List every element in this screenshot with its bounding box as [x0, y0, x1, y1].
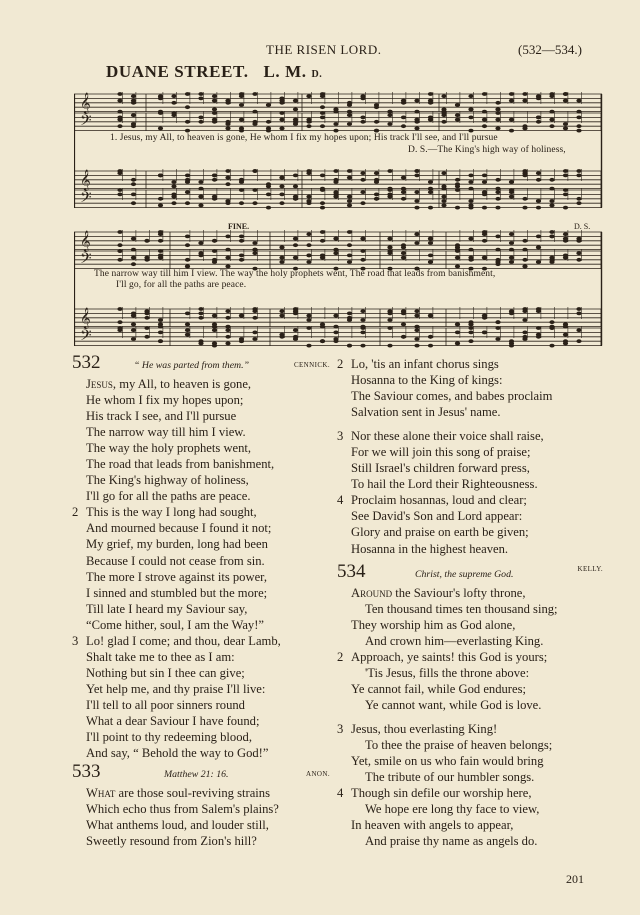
left-column [72, 352, 334, 849]
page-number: 201 [566, 872, 584, 886]
verse-line: Ye cannot want, while God is love. [365, 697, 542, 712]
svg-text:𝄢: 𝄢 [80, 189, 92, 210]
verse-line: See David's Son and Lord appear: [351, 509, 523, 524]
verse-line: To hail the Lord their Righteousness. [351, 477, 538, 492]
hymn-534-verse-1 [337, 585, 607, 649]
verse-line: The King's highway of holiness, [86, 473, 249, 488]
verse-line: Hosanna to the King of kings: [351, 373, 503, 388]
hymn-author: ANON. [306, 770, 330, 779]
svg-text:𝄢: 𝄢 [80, 250, 92, 271]
verse-line: 4 Though sin defile our worship here, [337, 786, 532, 801]
verse-line: My grief, my burden, long had been [86, 537, 268, 552]
svg-text:𝄞: 𝄞 [80, 308, 91, 329]
verse-line: The more I strove against its power, [86, 569, 268, 584]
verse-number: 2 [72, 505, 79, 520]
verse-line: 2 Approach, ye saints! this God is yours; [337, 649, 548, 664]
hymn-range: (532—534.) [518, 42, 582, 57]
verse-line: “Come hither, soul, I am the Way!” [86, 617, 265, 632]
verse-line: Around the Saviour's lofty throne, [351, 585, 526, 600]
verse-line: Salvation sent in Jesus' name. [351, 405, 501, 420]
hymn-534-verse-2 [337, 649, 607, 713]
verse-line: 4 Proclaim hosannas, loud and clear; [337, 493, 527, 508]
verse-line: 3 Lo! glad I come; and thou, dear Lamb, [72, 633, 281, 648]
verse-line: What a dear Saviour I have found; [86, 713, 260, 728]
verse-line: We hope ere long thy face to view, [365, 802, 540, 817]
hymn-number: 534 [337, 560, 366, 582]
ds-mark: D. S. [574, 222, 591, 231]
running-head [0, 42, 640, 62]
music-system-2 [74, 222, 604, 352]
verse-number: 4 [337, 786, 344, 801]
hymn-534-header [337, 560, 607, 585]
hymn-532-verse-1 [72, 376, 334, 504]
verse-line: Till late I heard my Saviour say, [86, 601, 248, 616]
verse-line: 2 Lo, 'tis an infant chorus sings [337, 357, 499, 371]
verse-line: In heaven with angels to appear, [351, 818, 514, 833]
verse-line: Which echo thus from Salem's plains? [86, 802, 279, 817]
verse-line: What are those soul-reviving strains [86, 786, 270, 801]
verse-line: Sweetly resound from Zion's hill? [86, 834, 257, 849]
verse-line: Still Israel's children forward press, [351, 461, 530, 476]
verse-line: Because I could not cease from sin. [86, 553, 265, 568]
verse-number: 3 [337, 429, 344, 444]
tune-meter: L. M. D. [263, 62, 323, 81]
hymn-number: 533 [72, 761, 101, 783]
verse-line: Glory and praise on earth be given; [351, 525, 529, 540]
verse-line: 2 This is the way I long had sought, [72, 505, 257, 520]
verse-line: I'll tell to all poor sinners round [86, 697, 245, 712]
verse-line: The tribute of our humbler songs. [365, 770, 535, 785]
verse-line: Ye cannot fail, while God endures; [351, 681, 526, 696]
hymn-subtitle: “ He was parted from them.” [134, 360, 250, 371]
verse-line: And crown him—everlasting King. [365, 633, 544, 648]
verse-line: What anthems loud, and louder still, [86, 818, 269, 833]
hymn-532-header [72, 352, 334, 376]
verse-line: I'll go for all the paths are peace. [86, 489, 251, 504]
tune-name: DUANE STREET. [106, 62, 249, 81]
verse-line: 'Tis Jesus, fills the throne above: [365, 665, 530, 680]
verse-line: The Saviour comes, and babes proclaim [351, 389, 553, 404]
hymn-number: 532 [72, 352, 101, 373]
verse-line: I sinned and stumbled but the more; [86, 585, 268, 600]
verse-line: For we will join this song of praise; [351, 445, 531, 460]
verse-line: Nothing but sin I thee can give; [86, 665, 245, 680]
verse-line: The road that leads from banishment, [86, 457, 275, 472]
verse-line: 3 Nor these alone their voice shall raise, [337, 429, 544, 444]
hymn-subtitle: Christ, the supreme God. [415, 568, 514, 580]
music-system-1 [74, 88, 604, 218]
verse-line: Yet help me, and thy praise I'll live: [86, 681, 266, 696]
hymn-author: KELLY. [577, 564, 603, 573]
hymn-533-header [72, 761, 334, 785]
verse-line: And say, “ Behold the way to God!” [86, 746, 269, 761]
lyric-line-2: The narrow way till him I view. The way the holy prophets went, The road that leads from banishment, [94, 269, 496, 279]
verse-line: The way the holy prophets went, [86, 441, 252, 456]
lyric-ds-line: D. S.—The King's high way of holiness, [408, 145, 566, 155]
right-column [337, 356, 607, 849]
section-title: THE RISEN LORD. [266, 42, 382, 57]
verse-number: 3 [72, 633, 79, 648]
hymn-author: CENNICK. [293, 361, 330, 369]
svg-text:𝄞: 𝄞 [80, 231, 91, 252]
verse-line: They worship him as God alone, [351, 617, 516, 632]
svg-text:𝄞: 𝄞 [80, 93, 91, 114]
hymn-533-verse-3 [337, 428, 607, 492]
verse-line: The narrow way till him I view. [86, 425, 246, 440]
tune-heading [106, 62, 322, 82]
hymn-532-verse-3 [72, 633, 334, 761]
verse-line: Shalt take me to thee as I am: [86, 649, 235, 664]
hymn-reference: Matthew 21: 16. [164, 769, 229, 781]
verse-line: And mourned because I found it not; [86, 521, 272, 536]
verse-line: Hosanna in the highest heaven. [351, 541, 509, 556]
svg-text:𝄢: 𝄢 [80, 327, 92, 348]
verse-line: Yet, smile on us who fain would bring [351, 754, 544, 769]
verse-line: 3 Jesus, thou everlasting King! [337, 721, 498, 736]
lyric-line-1: 1. Jesus, my All, to heaven is gone, He whom I fix my hopes upon; His track I'll see, and I'll pursue [110, 133, 498, 143]
hymn-534-verse-3 [337, 721, 607, 785]
verse-number: 2 [337, 357, 344, 371]
hymn-534-verse-4 [337, 785, 607, 849]
verse-line: Ten thousand times ten thousand sing; [365, 601, 558, 616]
verse-line: And praise thy name as angels do. [365, 834, 538, 849]
verse-number: 2 [337, 649, 344, 664]
verse-number: 4 [337, 493, 344, 508]
svg-text:𝄢: 𝄢 [80, 112, 92, 133]
verse-line: Jesus, my All, to heaven is gone, [86, 377, 252, 391]
hymn-533-verse-2 [337, 356, 607, 420]
hymn-533-verse-4 [337, 492, 607, 556]
verse-line: He whom I fix my hopes upon; [86, 393, 244, 408]
verse-line: To thee the praise of heaven belongs; [365, 737, 553, 752]
verse-number: 3 [337, 721, 344, 736]
hymn-532-verse-2 [72, 504, 334, 632]
fine-mark: FINE. [228, 222, 250, 231]
svg-text:𝄞: 𝄞 [80, 170, 91, 191]
hymn-533-verse-1 [72, 785, 334, 849]
verse-line: His track I see, and I'll pursue [86, 409, 237, 424]
verse-line: I'll point to thy redeeming blood, [86, 730, 252, 745]
lyric-line-2b: I'll go, for all the paths are peace. [116, 280, 247, 290]
